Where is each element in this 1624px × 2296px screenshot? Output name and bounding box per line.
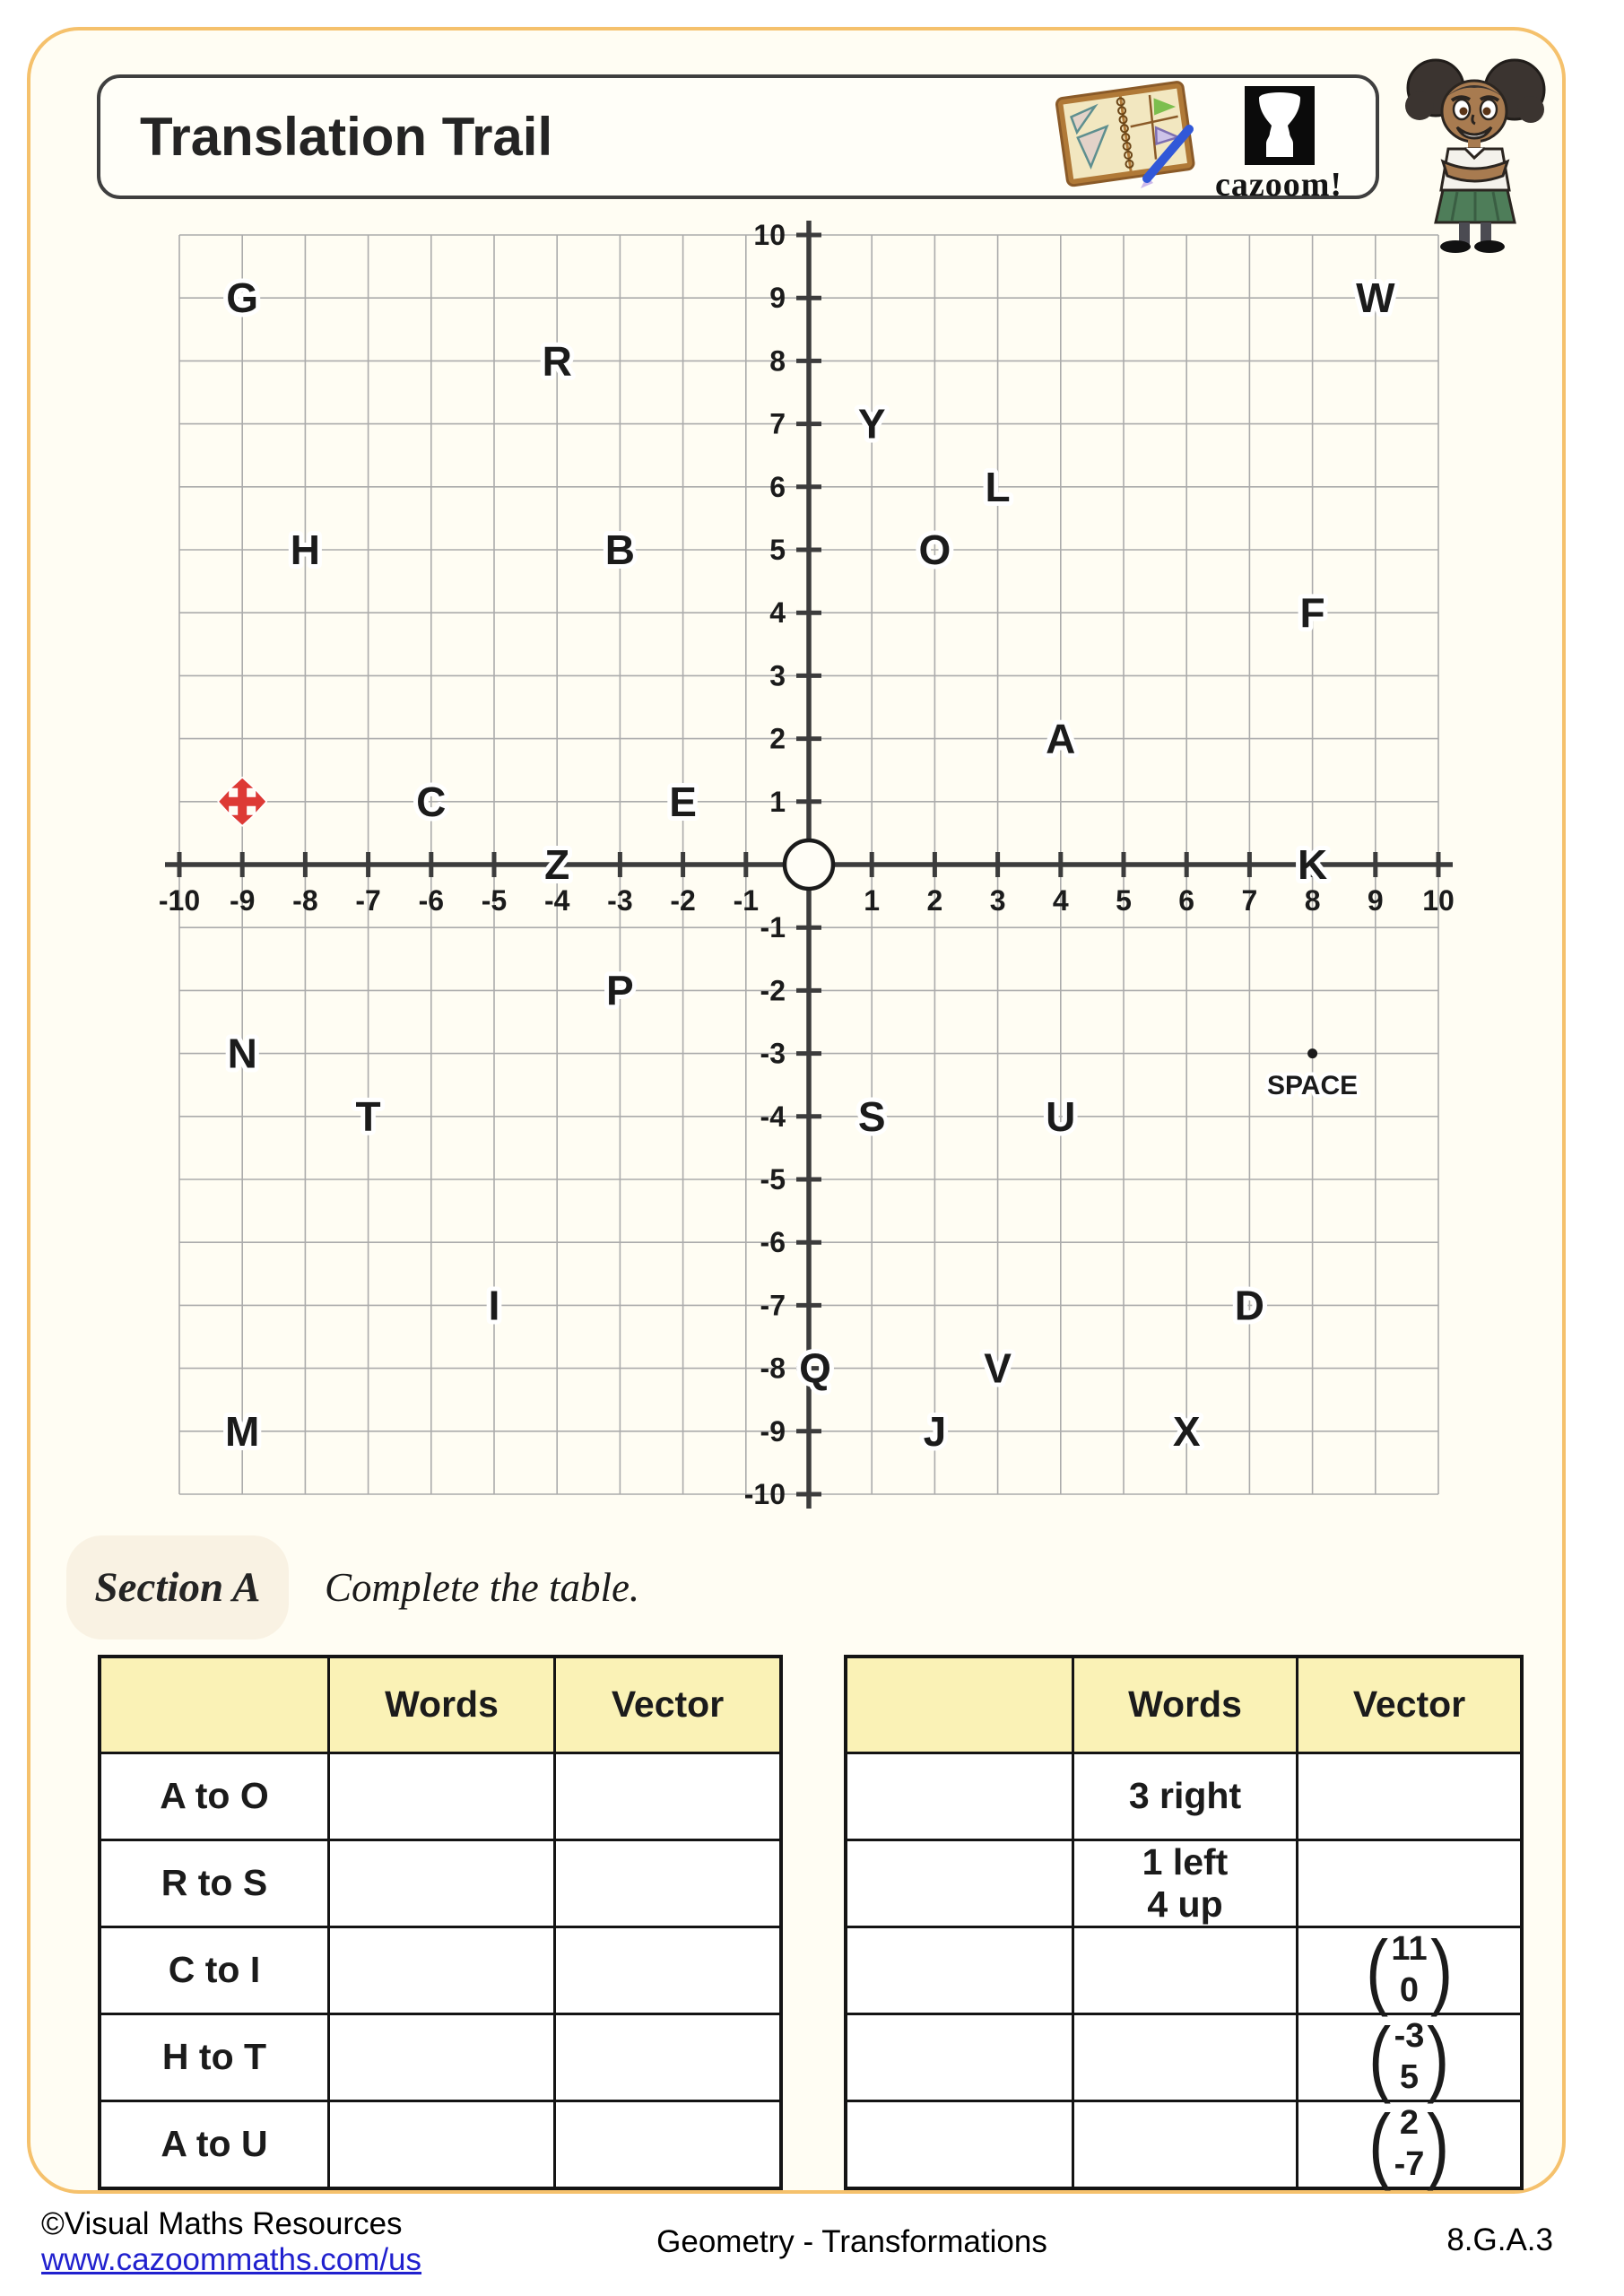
y-tick-label: -6	[760, 1226, 786, 1259]
x-tick-label: -8	[292, 884, 318, 918]
right-paren: )	[1427, 2009, 1450, 2104]
vector-number: -3	[1394, 2017, 1425, 2056]
vector-notation	[1366, 2009, 1452, 2104]
y-tick-label: 3	[769, 659, 786, 692]
table-row	[101, 1926, 779, 2013]
y-tick-label: 4	[769, 596, 786, 630]
y-tick-label: -3	[760, 1037, 786, 1070]
table-row	[101, 2100, 779, 2187]
shoe-left	[1440, 240, 1471, 253]
y-tick-label: 7	[769, 407, 786, 440]
x-tick-label: 8	[1304, 884, 1321, 918]
table-row	[847, 2096, 1520, 2191]
words-answer-cell	[327, 2013, 553, 2100]
x-tick-label: 3	[989, 884, 1006, 918]
vector-answer-cell	[1296, 1839, 1520, 1926]
vector-answer-cell	[553, 1926, 779, 2013]
left-paren: (	[1368, 2009, 1392, 2104]
row-label-cell: A to U	[101, 2100, 327, 2187]
words-answer-cell	[1072, 1752, 1296, 1839]
point-label-C: C	[416, 778, 447, 825]
section-a-instruction: Complete the table.	[325, 1565, 640, 1610]
table-row	[101, 2013, 779, 2100]
words-line: 1 left	[1142, 1841, 1229, 1883]
x-tick-label: 7	[1241, 884, 1258, 918]
schoolgirl-svg	[1402, 56, 1549, 255]
x-tick-label: -2	[670, 884, 696, 918]
point-label-T: T	[355, 1092, 381, 1140]
y-tick-label: -2	[760, 974, 786, 1007]
right-paren: )	[1429, 1922, 1453, 2017]
point-label-E: E	[669, 778, 697, 825]
footer-topic: Geometry - Transformations	[656, 2224, 1047, 2259]
point-label-X: X	[1172, 1407, 1201, 1455]
table-row	[847, 1839, 1520, 1926]
table-header-row	[847, 1658, 1520, 1752]
header-cell-blank	[101, 1658, 327, 1752]
y-tick-label: 8	[769, 344, 786, 378]
y-tick-label: 5	[769, 534, 786, 566]
y-tick-label: -7	[760, 1289, 786, 1322]
point-label-H: H	[290, 526, 321, 573]
cazoom-logo-text: cazoom!	[1214, 166, 1343, 204]
point-label-V: V	[984, 1344, 1012, 1392]
x-tick-label: -5	[481, 884, 508, 918]
coordinate-grid	[108, 202, 1533, 1547]
translation-table-left	[98, 1655, 783, 2190]
x-tick-label: 9	[1367, 884, 1384, 918]
section-a-pill	[66, 1535, 289, 1639]
vector-numbers	[1391, 1929, 1427, 2011]
vector-notation	[1366, 2096, 1452, 2191]
point-label-M: M	[225, 1407, 260, 1455]
row-label-cell	[847, 2100, 1072, 2187]
translation-table-right	[844, 1655, 1524, 2190]
point-label-S: S	[857, 1092, 886, 1140]
vector-answer-cell	[1296, 2009, 1520, 2104]
page-title: Translation Trail	[140, 107, 553, 167]
point-label-U: U	[1046, 1092, 1076, 1140]
table-header-row	[101, 1658, 779, 1752]
y-tick-label: -5	[760, 1163, 786, 1196]
y-tick-label: 2	[769, 722, 786, 755]
vector-notation	[1363, 1922, 1455, 2017]
point-label-B: B	[604, 526, 636, 573]
vector-number: 2	[1399, 2104, 1420, 2143]
x-tick-label: -7	[355, 884, 381, 918]
words-answer-cell	[327, 1752, 553, 1839]
words-answer-cell	[327, 1839, 553, 1926]
vector-answer-cell	[1296, 2096, 1520, 2191]
x-tick-label: 2	[926, 884, 943, 918]
vector-answer-cell	[1296, 1922, 1520, 2017]
row-label-cell	[847, 1839, 1072, 1926]
words-answer-cell	[1072, 1839, 1296, 1926]
vector-number: 11	[1391, 1930, 1428, 1969]
vector-numbers	[1394, 2103, 1425, 2185]
point-label-L: L	[985, 463, 1011, 510]
cazoom-logo-svg	[1245, 86, 1315, 165]
words-answer-cell	[327, 1926, 553, 2013]
header-cell-Words: Words	[327, 1658, 553, 1752]
row-label-cell: H to T	[101, 2013, 327, 2100]
y-tick-label: -1	[760, 911, 786, 944]
header-cell-Words: Words	[1072, 1658, 1296, 1752]
point-label-F: F	[1299, 589, 1325, 637]
row-label-cell	[847, 2013, 1072, 2100]
cazoom-hourglass-logo	[1245, 86, 1315, 165]
y-tick-label: -8	[760, 1352, 786, 1385]
x-tick-label: -10	[158, 884, 201, 918]
y-tick-label: -9	[760, 1414, 786, 1448]
left-paren: (	[1366, 1922, 1389, 2017]
header-cell-blank	[847, 1658, 1072, 1752]
row-label-cell: C to I	[101, 1926, 327, 2013]
x-tick-label: -9	[229, 884, 256, 918]
y-tick-label: 6	[769, 470, 786, 503]
header-cell-Vector: Vector	[553, 1658, 779, 1752]
x-tick-label: -6	[418, 884, 445, 918]
point-label-O: O	[918, 526, 951, 573]
x-tick-label: -1	[733, 884, 760, 918]
right-paren: )	[1427, 2096, 1450, 2191]
point-label-G: G	[226, 274, 259, 322]
row-label-cell: A to O	[101, 1752, 327, 1839]
point-label-D: D	[1234, 1282, 1265, 1329]
point-label-Z: Z	[544, 841, 570, 888]
y-tick-label: 10	[753, 219, 786, 251]
words-answer-cell	[1072, 2100, 1296, 2187]
table-row	[101, 1839, 779, 1926]
table-row	[101, 1752, 779, 1839]
words-line: 3 right	[1128, 1775, 1242, 1817]
row-label-cell	[847, 1926, 1072, 2013]
words-line: 4 up	[1147, 1883, 1223, 1926]
row-label-cell: R to S	[101, 1839, 327, 1926]
y-tick-label: 1	[769, 785, 786, 818]
x-tick-label: 4	[1052, 884, 1069, 918]
point-label-R: R	[542, 337, 572, 385]
words-answer-cell	[1072, 2013, 1296, 2100]
section-a-label: Section A	[94, 1564, 261, 1611]
space-point-label: SPACE	[1267, 1071, 1359, 1101]
footer-copyright: ©Visual Maths Resources	[41, 2206, 403, 2241]
space-point-dot	[1307, 1048, 1317, 1058]
table-row	[847, 2009, 1520, 2104]
header-cell-Vector: Vector	[1296, 1658, 1520, 1752]
y-tick-label: -10	[743, 1478, 786, 1510]
vector-answer-cell	[553, 2013, 779, 2100]
point-label-N: N	[227, 1030, 257, 1077]
vector-number: -7	[1394, 2145, 1425, 2183]
x-tick-label: 10	[1422, 884, 1455, 918]
shoe-right	[1474, 240, 1505, 253]
table-row	[847, 1752, 1520, 1839]
pupil-left	[1460, 108, 1468, 116]
words-answer-cell	[327, 2100, 553, 2187]
point-label-J: J	[923, 1407, 947, 1455]
x-tick-label: 6	[1178, 884, 1195, 918]
point-label-P: P	[606, 967, 634, 1014]
vector-answer-cell	[553, 1839, 779, 1926]
vector-answer-cell	[553, 2100, 779, 2187]
pupil-right	[1483, 108, 1491, 116]
hair-puff-left2	[1405, 91, 1434, 120]
point-label-K: K	[1297, 841, 1328, 888]
footer-standard-code: 8.G.A.3	[1446, 2222, 1553, 2257]
vector-answer-cell	[553, 1752, 779, 1839]
vector-numbers	[1394, 2016, 1425, 2098]
move-cross-icon	[219, 778, 265, 825]
y-tick-label: 9	[769, 282, 786, 315]
row-label-cell	[847, 1752, 1072, 1839]
vector-number: 5	[1399, 2058, 1420, 2096]
schoolgirl-mascot	[1402, 56, 1549, 255]
geometry-notebook-icon	[1055, 77, 1200, 197]
point-label-Y: Y	[857, 400, 886, 448]
x-tick-label: 5	[1116, 884, 1132, 918]
x-tick-label: -3	[607, 884, 633, 918]
point-label-Q: Q	[799, 1344, 831, 1392]
point-label-I: I	[488, 1282, 500, 1329]
point-label-A: A	[1046, 715, 1076, 762]
vector-number: 0	[1399, 1971, 1420, 2009]
hair-puff-right2	[1517, 96, 1544, 123]
point-label-W: W	[1356, 274, 1395, 322]
table-row	[847, 1922, 1520, 2017]
vector-answer-cell	[1296, 1752, 1520, 1839]
x-tick-label: 1	[864, 884, 881, 918]
x-tick-label: -4	[543, 884, 570, 918]
origin-circle	[785, 840, 833, 889]
y-tick-label: -4	[760, 1100, 786, 1133]
words-answer-cell	[1072, 1926, 1296, 2013]
left-paren: (	[1368, 2096, 1392, 2191]
footer-website-link[interactable]: www.cazoommaths.com/us	[41, 2242, 422, 2277]
geometry-notebook-svg	[1055, 77, 1200, 197]
